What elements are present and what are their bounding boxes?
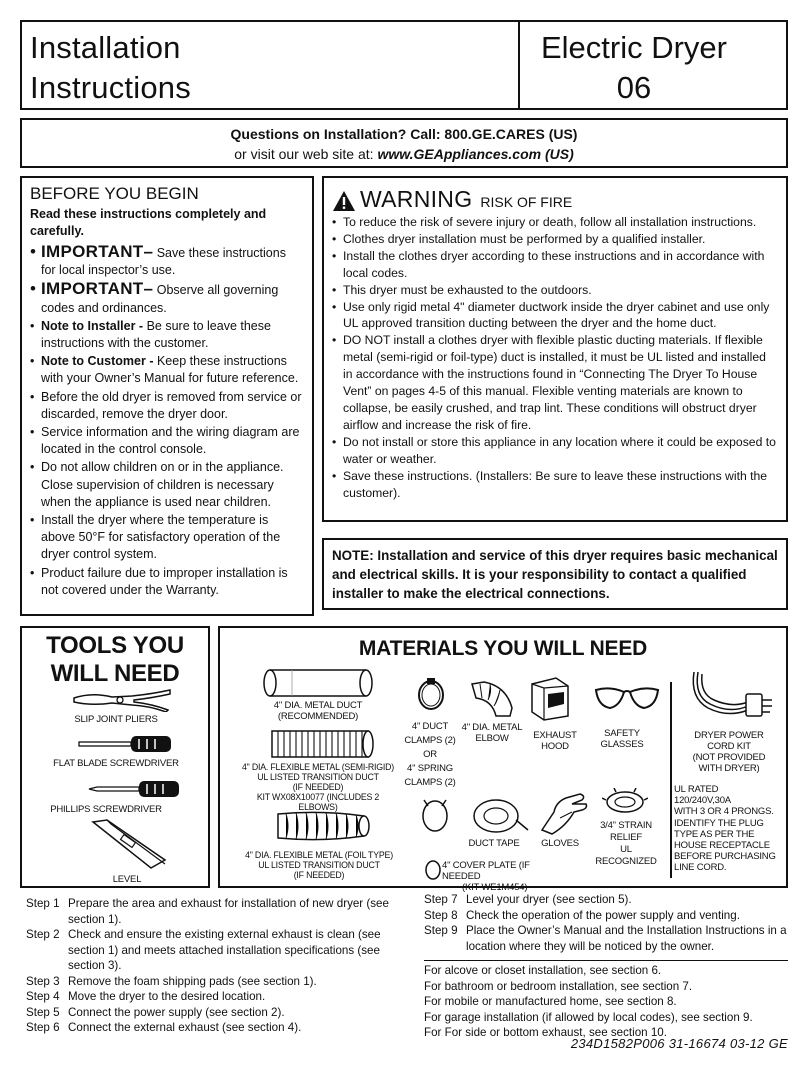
important-text: Save these instructions for local inspector’s use.	[41, 246, 286, 278]
label-line: (RECOMMENDED)	[277, 711, 359, 722]
step-row	[26, 1020, 402, 1036]
tools-box	[20, 626, 210, 888]
customer-label: Note to Customer -	[41, 354, 154, 369]
label-line: 4" DIA. FLEXIBLE METAL (FOIL TYPE)	[245, 850, 393, 860]
safety-glasses-icon	[594, 684, 662, 714]
label-line: UL LISTED TRANSITION DUCT	[257, 772, 379, 782]
label-line: 3/4" STRAIN	[600, 820, 652, 831]
step-number: Step 5	[26, 1005, 60, 1019]
label-line: HOOD	[541, 741, 569, 752]
alternative-installations	[424, 960, 788, 1041]
label-line: (IF NEEDED)	[293, 870, 345, 880]
before-title: BEFORE YOU BEGIN	[30, 184, 199, 203]
tape-label: DUCT TAPE	[468, 838, 520, 849]
clamps-label	[400, 720, 460, 790]
gloves-label: GLOVES	[541, 838, 579, 849]
step-row	[26, 974, 402, 990]
doc-title	[30, 28, 191, 108]
spring-clamp-icon	[420, 798, 450, 834]
before-you-begin-box	[20, 176, 314, 616]
label-line: KIT WX08X10077 (INCLUDES 2 ELBOWS)	[256, 792, 380, 812]
title-line-1: Installation	[30, 30, 181, 65]
label-line: 4" DIA. METAL	[461, 722, 523, 733]
header-right-box	[518, 20, 788, 110]
label-line: 120/240V,30A	[674, 795, 731, 807]
installer-note	[30, 318, 304, 352]
note-box	[322, 538, 788, 610]
steps-right	[424, 892, 788, 954]
list-item: • Install the dryer where the temperature is above 50°F for satisfactory operation of the dryer control system.	[30, 512, 304, 564]
label-line: EXHAUST	[533, 730, 577, 741]
note-text: NOTE: Installation and service of this dryer requires basic mechanical and electrical skills. It is your responsibility to contact a qualified installer to make the electrical connections.	[332, 548, 778, 601]
step-row	[26, 1005, 402, 1021]
step-number: Step 2	[26, 928, 60, 941]
duct-clamp-icon	[416, 676, 446, 712]
list-item: • Product failure due to improper installation is not covered under the Warranty.	[30, 565, 304, 599]
label-line: 4" DIA. FLEXIBLE METAL (SEMI-RIGID)	[241, 762, 395, 772]
label-line: BEFORE PURCHASING	[674, 851, 776, 863]
label-line: OR	[423, 749, 437, 760]
label-line: 4" DIA. METAL DUCT	[273, 700, 363, 711]
phillips-screwdriver-icon	[87, 778, 182, 800]
step-number: Step 3	[26, 974, 60, 988]
list-item: For For side or bottom exhaust, see section 10.	[424, 1026, 667, 1040]
label-line: 4" SPRING	[407, 763, 453, 774]
materials-divider	[670, 682, 672, 878]
step-number: Step 7	[424, 893, 458, 906]
strain-relief-label	[590, 820, 662, 868]
label-line: CLAMPS (2)	[404, 777, 456, 788]
customer-note	[30, 353, 304, 387]
list-item: • Clothes dryer installation must be performed by a qualified installer.	[332, 231, 778, 248]
step-text: Connect the power supply (see section 2).	[68, 1005, 285, 1019]
pliers-label: SLIP JOINT PLIERS	[74, 714, 158, 725]
visit-prefix: or visit our web site at:	[234, 146, 378, 162]
label-line: (IF NEEDED)	[292, 782, 344, 792]
level-icon	[87, 818, 167, 870]
list-item: For alcove or closet installation, see section 6.	[424, 964, 662, 977]
step-text: Place the Owner’s Manual and the Installation Instructions in a location where they will be noticed by the owner.	[466, 924, 787, 953]
website-link[interactable]: www.GEAppliances.com (US)	[377, 146, 574, 162]
semi-rigid-duct-icon	[266, 728, 374, 760]
label-line: CORD KIT	[707, 741, 751, 752]
contact-question: Questions on Installation? Call: 800.GE.CARES (US)	[230, 126, 578, 142]
part-number-footer: 234D1582P006 31-16674 03-12 GE	[570, 1036, 788, 1051]
slip-joint-pliers-icon	[72, 688, 172, 712]
label-line: UL RATED	[674, 784, 719, 795]
strain-relief-icon	[602, 788, 648, 816]
flat-blade-screwdriver-icon	[77, 733, 177, 755]
label-line: RELIEF	[609, 832, 643, 843]
step-text: Move the dryer to the desired location.	[68, 990, 266, 1003]
label-line: DRYER POWER	[694, 730, 764, 741]
warning-subtitle: RISK OF FIRE	[480, 194, 573, 210]
list-item: • Before the old dryer is removed from service or discarded, remove the dryer door.	[30, 389, 304, 423]
list-item: • DO NOT install a clothes dryer with flexible plastic ducting materials. If flexible metal (semi-rigid or foil-type) duct is installed, it must be UL listed and installed in accordance with the instructions found in “Connecting The Dryer To House Vent” on pages 4-5 of this manual. Flexible venting materials are known to collapse, be easily crushed, and trap lint. These conditions will obstruct dryer airflow and increase the risk of fire.	[332, 332, 778, 433]
label-line: HOUSE RECEPTACLE	[674, 840, 770, 852]
step-row	[424, 892, 788, 908]
warning-list	[332, 214, 778, 501]
label-line: CLAMPS (2)	[404, 735, 456, 746]
semi-rigid-label	[238, 762, 398, 812]
ul-rated-label	[674, 784, 784, 874]
list-item: • This dryer must be exhausted to the outdoors.	[332, 282, 778, 299]
step-row	[26, 896, 402, 927]
steps-left	[26, 896, 402, 1036]
tools-title-line-2: WILL NEED	[50, 660, 180, 687]
important-text: Observe all governing codes and ordinances.	[41, 283, 279, 315]
exhaust-hood-icon	[528, 674, 572, 722]
title-line-2: Instructions	[30, 70, 191, 105]
metal-elbow-icon	[470, 678, 516, 718]
label-line: (NOT PROVIDED	[692, 752, 766, 763]
list-item: • Use only rigid metal 4" diameter ductwork inside the dryer cabinet and use only UL approved transition ducting between the dryer and the home duct.	[332, 299, 778, 333]
contact-visit	[22, 144, 786, 164]
foil-duct-icon	[272, 810, 372, 842]
label-line: 4" DUCT	[411, 721, 449, 732]
duct-tape-icon	[470, 796, 530, 836]
warning-box	[322, 176, 788, 522]
materials-title: MATERIALS YOU WILL NEED	[358, 637, 648, 660]
product-title	[514, 28, 754, 108]
step-number: Step 1	[26, 897, 60, 910]
foil-duct-label	[244, 850, 394, 880]
step-number: Step 8	[424, 908, 458, 922]
glasses-label	[592, 728, 652, 750]
important-item-1	[30, 243, 304, 279]
list-item: • Save these instructions. (Installers: Be sure to leave these instructions with the customer).	[332, 468, 778, 502]
installer-label: Note to Installer -	[41, 318, 144, 333]
label-line: WITH 3 OR 4 PRONGS.	[674, 806, 774, 818]
step-text: Connect the external exhaust (see section 4).	[68, 1021, 302, 1034]
important-item-2	[30, 280, 304, 316]
cover-plate-label	[442, 860, 542, 893]
contact-box	[20, 118, 788, 168]
step-row	[26, 989, 402, 1005]
before-list	[30, 243, 304, 599]
cover-plate-icon	[424, 860, 442, 880]
warning-title: WARNING	[360, 186, 473, 212]
hood-label	[525, 730, 585, 752]
gloves-icon	[536, 790, 590, 836]
step-text: Check and ensure the existing external exhaust is clean (see section 1) and meets attached installation specifications (see section 3).	[68, 928, 381, 972]
product-line-1: Electric Dryer	[540, 30, 727, 65]
power-cord-label	[674, 730, 784, 774]
tools-title	[22, 632, 208, 688]
step-number: Step 6	[26, 1021, 60, 1034]
important-label: IMPORTANT–	[41, 279, 154, 299]
label-line: ELBOW	[475, 733, 509, 744]
header-left-box	[20, 20, 520, 110]
list-item: • Do not allow children on or in the appliance. Close supervision of children is necessary when the appliance is used near children.	[30, 459, 304, 511]
step-text: Check the operation of the power supply and venting.	[466, 908, 740, 922]
step-number: Step 4	[26, 990, 60, 1003]
step-row	[26, 927, 402, 974]
customer-text: Keep these instructions with your Owner’s Manual for future reference.	[41, 354, 299, 386]
list-item: For garage installation (if allowed by local codes), see section 9.	[424, 1010, 753, 1024]
step-number: Step 9	[424, 924, 458, 937]
warning-heading	[332, 184, 778, 212]
label-line: SAFETY	[604, 728, 640, 739]
label-line: GLASSES	[600, 739, 644, 750]
elbow-label	[460, 722, 524, 744]
warning-triangle-icon	[332, 190, 356, 212]
label-line: IDENTIFY THE PLUG	[674, 817, 764, 829]
step-row	[424, 908, 788, 924]
power-cord-icon	[688, 668, 774, 726]
materials-box	[218, 626, 788, 893]
list-item: • Service information and the wiring diagram are located in the control console.	[30, 424, 304, 458]
metal-duct-label	[248, 700, 388, 722]
step-text: Remove the foam shipping pads (see section 1).	[68, 974, 317, 988]
important-label: IMPORTANT–	[41, 242, 154, 261]
step-row	[424, 923, 788, 954]
step-text: Prepare the area and exhaust for installation of new dryer (see section 1).	[68, 897, 389, 926]
list-item: • To reduce the risk of severe injury or death, follow all installation instructions.	[332, 214, 778, 231]
tools-title-line-1: TOOLS YOU	[46, 632, 184, 659]
label-line: (KIT WE1M454)	[462, 882, 528, 893]
step-text: Level your dryer (see section 5).	[466, 893, 632, 906]
product-line-2: 06	[616, 70, 652, 105]
before-lead: Read these instructions completely and carefully.	[30, 207, 267, 238]
label-line: UL LISTED TRANSITION DUCT	[258, 860, 380, 870]
list-item: For mobile or manufactured home, see section 8.	[424, 995, 677, 1009]
list-item: For bathroom or bedroom installation, see section 7.	[424, 979, 693, 993]
label-line: TYPE AS PER THE	[674, 828, 755, 840]
label-line: 4" COVER PLATE (IF NEEDED	[442, 860, 530, 882]
label-line: WITH DRYER)	[698, 763, 760, 774]
flat-screwdriver-label: FLAT BLADE SCREWDRIVER	[53, 758, 179, 769]
list-item: • Do not install or store this appliance in any location where it could be exposed to water or weather.	[332, 434, 778, 468]
label-line: UL RECOGNIZED	[595, 844, 657, 867]
phillips-screwdriver-label: PHILLIPS SCREWDRIVER	[50, 804, 162, 815]
installer-text: Be sure to leave these instructions with the customer.	[41, 318, 271, 351]
label-line: LINE CORD.	[674, 862, 727, 874]
list-item: • Install the clothes dryer according to these instructions and in accordance with local codes.	[332, 248, 778, 282]
level-label: LEVEL	[112, 874, 142, 885]
metal-duct-icon	[262, 668, 374, 698]
